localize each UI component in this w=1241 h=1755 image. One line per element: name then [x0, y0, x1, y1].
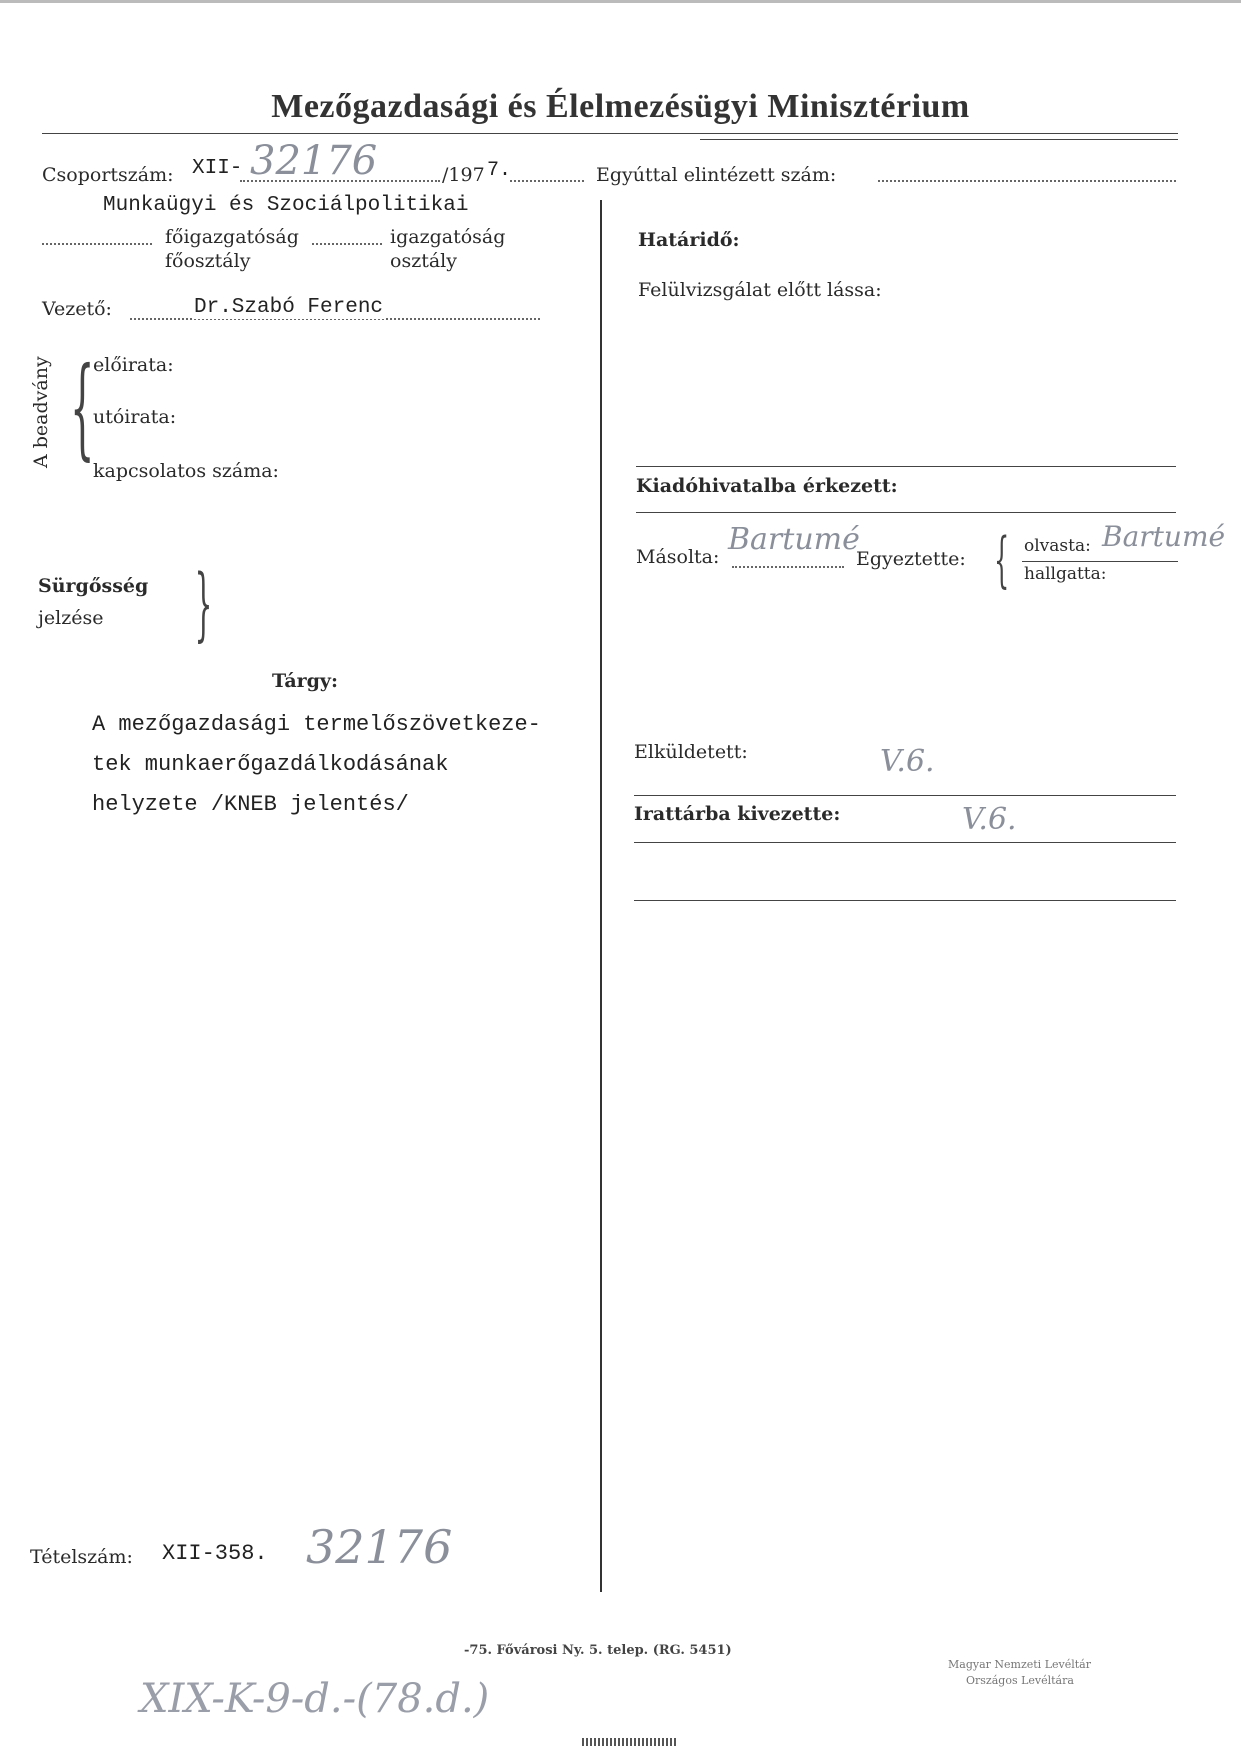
- subject-line-1: A mezőgazdasági termelőszövetkeze-: [92, 712, 541, 737]
- tetelszam-handwritten: 32176: [306, 1520, 453, 1574]
- surgosseg-label: Sürgősség: [38, 575, 149, 597]
- irattarba-label: Irattárba kivezette:: [634, 803, 841, 825]
- printer-note: -75. Fővárosi Ny. 5. telep. (RG. 5451): [464, 1643, 732, 1658]
- igazgatosag-label: igazgatóság: [390, 226, 506, 248]
- csoportszam-prefix: XII-: [192, 157, 243, 180]
- subject-line-3: helyzete /KNEB jelentés/: [92, 792, 409, 817]
- foigazgatosag-label: főigazgatóság: [165, 226, 299, 248]
- olvasta-label: olvasta:: [1024, 536, 1091, 556]
- beadvany-brace: {: [70, 343, 95, 471]
- igazgatosag-dots: [312, 229, 382, 245]
- felulvizsgalat-label: Felülvizsgálat előtt lássa:: [638, 279, 882, 301]
- elkuldetett-handwritten: V.6.: [880, 744, 935, 779]
- eloirata-label: előirata:: [93, 354, 174, 376]
- tetelszam-value: XII-358.: [162, 1541, 268, 1566]
- egyuttal-dots: [878, 164, 1176, 182]
- department-name: Munkaügyi és Szociálpolitikai: [103, 194, 469, 217]
- osztaly-label: osztály: [390, 250, 457, 272]
- archive-signature-handwritten: XIX-K-9-d.-(78.d.): [140, 1676, 490, 1722]
- kapcsolatos-label: kapcsolatos száma:: [93, 460, 279, 482]
- foosztaly-label: főosztály: [165, 250, 251, 272]
- utoirata-label: utóirata:: [93, 406, 177, 428]
- rule-elkuldetett: [634, 795, 1176, 796]
- archive-stamp-line1: Magyar Nemzeti Levéltár: [948, 1658, 1091, 1671]
- masolta-label: Másolta:: [636, 546, 720, 568]
- title-rule: [42, 133, 1178, 134]
- column-divider: [600, 200, 602, 1592]
- rule-bottom: [634, 900, 1176, 901]
- jelzese-label: jelzése: [38, 607, 104, 629]
- subject-line-2: tek munkaerőgazdálkodásának: [92, 752, 449, 777]
- egyeztette-brace: {: [994, 525, 1010, 595]
- beadvany-label: A beadvány: [30, 356, 52, 468]
- csoportszam-handwritten: 32176: [250, 138, 378, 184]
- hatarido-label: Határidő:: [638, 229, 740, 251]
- olvasta-rule: [1022, 561, 1178, 562]
- year-suffix: 7.: [487, 159, 512, 182]
- kiadohivatal-label: Kiadóhivatalba érkezett:: [636, 475, 898, 497]
- page-title: Mezőgazdasági és Élelmezésügyi Minisztérium: [271, 88, 970, 125]
- year-dots: [510, 164, 584, 182]
- tetelszam-label: Tételszám:: [30, 1546, 133, 1568]
- hallgatta-label: hallgatta:: [1024, 564, 1107, 584]
- surgosseg-brace: {: [194, 557, 213, 650]
- title-rule-thin: [700, 139, 1178, 140]
- egyeztette-label: Egyeztette:: [856, 548, 966, 570]
- vezeto-value: Dr.Szabó Ferenc: [194, 296, 384, 319]
- rule-kiado-bottom: [636, 512, 1176, 513]
- year-prefix: /197: [442, 164, 485, 186]
- olvasta-handwritten: Bartumé: [1102, 520, 1226, 553]
- scan-top-edge: [0, 0, 1241, 3]
- elkuldetett-label: Elküldetett:: [634, 741, 748, 763]
- masolta-handwritten: Bartumé: [728, 522, 860, 557]
- targy-label: Tárgy:: [272, 670, 338, 692]
- egyuttal-label: Egyúttal elintézett szám:: [596, 164, 837, 186]
- barcode-mark: [582, 1738, 678, 1746]
- archive-stamp-line2: Országos Levéltára: [966, 1674, 1074, 1687]
- csoportszam-label: Csoportszám:: [42, 164, 174, 186]
- irattarba-handwritten: V.6.: [962, 802, 1017, 837]
- vezeto-label: Vezető:: [42, 298, 112, 320]
- rule-irattarba: [634, 842, 1176, 843]
- foigazgatosag-dots: [42, 227, 152, 245]
- rule-kiado-top: [636, 466, 1176, 467]
